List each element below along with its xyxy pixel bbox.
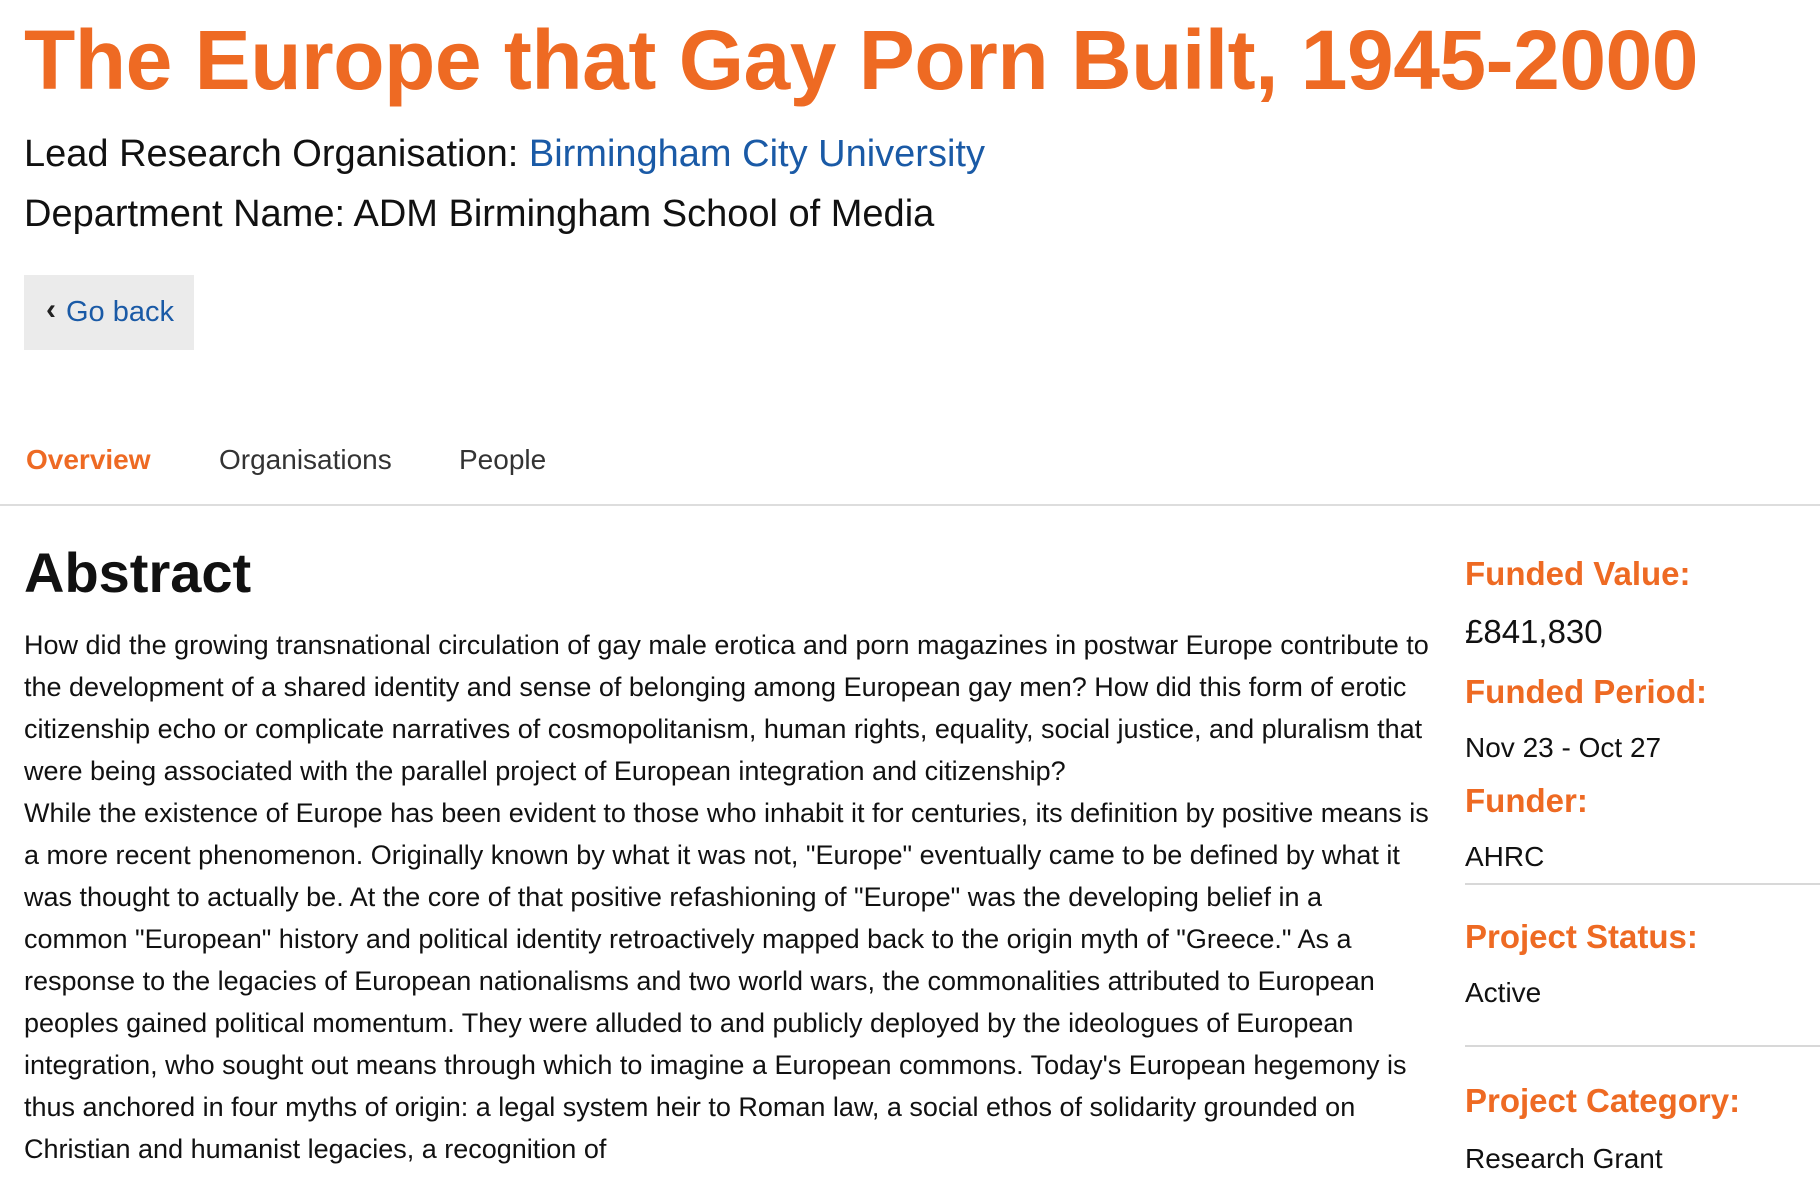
sidebar-divider <box>1465 883 1820 885</box>
chevron-left-icon: ‹ <box>46 292 56 326</box>
lead-organisation-link[interactable]: Birmingham City University <box>528 133 985 175</box>
project-category: Research Grant <box>1465 1143 1663 1174</box>
abstract-paragraph: While the existence of Europe has been evident to those who inhabit it for centuries, its definition by positive means is a more recent phenomenon. Originally known by what it was not, "Europe" eventually came to be defined by what it was thought to actually be. At the core of that positive refashioning of "Europe" was the developing belief in a common "European" history and political identity retroactively mapped back to the origin myth of "Greece." As a response to the legacies of European nationalisms and two world wars, the commonalities attributed to European peoples gained political momentum. They were alluded to and publicly deployed by the ideologues of European integration, who sought out means through which to imagine a European commons. Today's European hegemony is thus anchored in four myths of origin: a legal system heir to Roman law, a social ethos of solidarity grounded on Christian and humanist legacies, a recognition of <box>24 798 1429 1164</box>
tab-people[interactable]: People <box>459 444 547 475</box>
abstract-paragraph: How did the growing transnational circulation of gay male erotica and porn magazines in postwar Europe contribute to the development of a shared identity and sense of belonging among European gay men? How did this form of erotic citizenship echo or complicate narratives of cosmopolitanism, human rights, equality, social justice, and pluralism that were being associated with the parallel project of European integration and citizenship? <box>24 630 1429 786</box>
sidebar-divider <box>1465 1045 1820 1047</box>
project-status: Active <box>1465 977 1542 1008</box>
funded-value: £841,830 <box>1465 613 1603 650</box>
project-category-label: Project Category: <box>1465 1082 1741 1119</box>
tab-overview[interactable]: Overview <box>26 444 151 475</box>
lead-organisation-label: Lead Research Organisation: <box>24 133 529 175</box>
funder-label: Funder: <box>1465 782 1588 819</box>
page-title: The Europe that Gay Porn Built, 1945-2000 <box>24 13 1698 107</box>
tab-bar <box>0 440 1820 506</box>
abstract-heading: Abstract <box>24 541 252 604</box>
funder: AHRC <box>1465 841 1545 872</box>
department-name: ADM Birmingham School of Media <box>353 193 935 235</box>
go-back-button[interactable] <box>24 275 194 350</box>
tab-organisations[interactable]: Organisations <box>219 444 392 475</box>
go-back-label: Go back <box>66 296 174 328</box>
funded-period: Nov 23 - Oct 27 <box>1465 732 1662 763</box>
department-label: Department Name: <box>24 193 354 235</box>
funded-value-label: Funded Value: <box>1465 555 1691 592</box>
abstract-body <box>24 624 1429 1170</box>
department <box>24 192 934 238</box>
project-status-label: Project Status: <box>1465 918 1698 955</box>
funded-period-label: Funded Period: <box>1465 673 1707 710</box>
lead-organisation <box>24 132 985 178</box>
